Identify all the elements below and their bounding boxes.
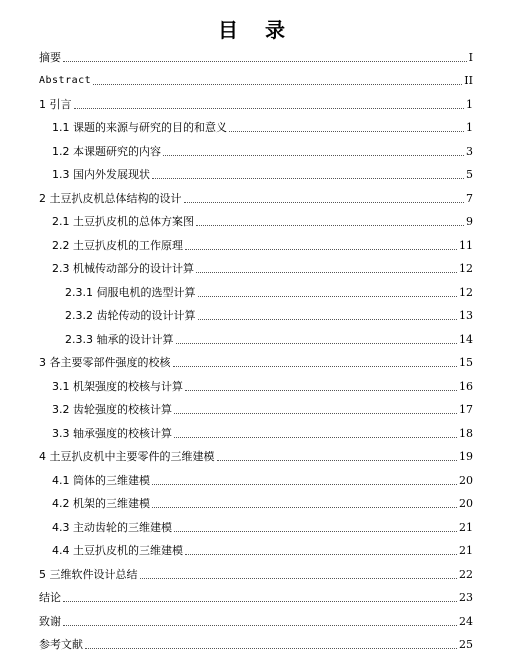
- toc-entry-label: 1 引言: [39, 98, 72, 111]
- toc-entry-page: 1: [466, 121, 473, 134]
- toc-leader-dots: [140, 578, 458, 579]
- toc-leader-dots: [176, 343, 458, 344]
- toc-entry-page: 7: [466, 192, 473, 205]
- toc-leader-dots: [174, 437, 457, 438]
- toc-entry-page: 9: [466, 215, 473, 228]
- toc-entry-section-3-3[interactable]: [52, 425, 473, 441]
- toc-entry-label: 4.2 机架的三维建模: [52, 497, 150, 510]
- toc-entry-subsection-2-3-3[interactable]: [65, 331, 473, 347]
- toc-entry-label: Abstract: [39, 75, 92, 86]
- toc-entry-page: I: [468, 51, 473, 64]
- toc-leader-dots: [198, 319, 458, 320]
- toc-entry-section-2-2[interactable]: [52, 237, 473, 253]
- toc-entry-label: 参考文献: [39, 638, 83, 651]
- toc-entry-label: 3.1 机架强度的校核与计算: [52, 380, 183, 393]
- toc-leader-dots: [174, 413, 457, 414]
- toc-entry-page: 16: [459, 380, 473, 393]
- toc-leader-dots: [93, 84, 462, 85]
- toc-entry-label: 1.1 课题的来源与研究的目的和意义: [52, 121, 227, 134]
- toc-entry-page: 17: [459, 403, 473, 416]
- toc-leader-dots: [185, 249, 457, 250]
- toc-entry-section-4-1[interactable]: [52, 472, 473, 488]
- toc-entry-page: 18: [459, 427, 473, 440]
- toc-entry-subsection-2-3-2[interactable]: [65, 307, 473, 323]
- toc-leader-dots: [185, 554, 457, 555]
- toc-entry-label: 2 土豆扒皮机总体结构的设计: [39, 192, 182, 205]
- toc-entry-page: 20: [459, 474, 473, 487]
- toc-entry-label: 4 土豆扒皮机中主要零件的三维建模: [39, 450, 215, 463]
- toc-entry-label: 5 三维软件设计总结: [39, 568, 138, 581]
- toc-entry-section-3-2[interactable]: [52, 401, 473, 417]
- toc-entry-section-4-2[interactable]: [52, 495, 473, 511]
- toc-entry-label: 致谢: [39, 615, 61, 628]
- toc-entry-label: 3 各主要零部件强度的校核: [39, 356, 171, 369]
- toc-entry-chapter-4[interactable]: [39, 448, 473, 464]
- toc-entry-page: 21: [459, 544, 473, 557]
- toc-entry-section-1-2[interactable]: [52, 143, 473, 159]
- toc-entry-label: 3.3 轴承强度的校核计算: [52, 427, 172, 440]
- toc-entry-conclusion[interactable]: [39, 589, 473, 605]
- toc-entry-section-4-4[interactable]: [52, 542, 473, 558]
- toc-entry-section-2-1[interactable]: [52, 213, 473, 229]
- toc-entry-label: 2.3.2 齿轮传动的设计计算: [65, 309, 196, 322]
- toc-entry-page: 12: [459, 286, 473, 299]
- toc-leader-dots: [63, 625, 457, 626]
- toc-entry-label: 1.3 国内外发展现状: [52, 168, 150, 181]
- toc-entry-label: 4.1 筒体的三维建模: [52, 474, 150, 487]
- toc-entry-acknowledgements[interactable]: [39, 613, 473, 629]
- toc-entry-label: 4.4 土豆扒皮机的三维建模: [52, 544, 183, 557]
- toc-entry-page: 19: [459, 450, 473, 463]
- toc-leader-dots: [152, 178, 464, 179]
- toc-entry-label: 4.3 主动齿轮的三维建模: [52, 521, 172, 534]
- toc-entry-subsection-2-3-1[interactable]: [65, 284, 473, 300]
- toc-entry-chapter-2[interactable]: [39, 190, 473, 206]
- toc-entry-label: 2.3.3 轴承的设计计算: [65, 333, 174, 346]
- toc-entry-page: 24: [459, 615, 473, 628]
- toc-leader-dots: [198, 296, 458, 297]
- toc-entry-page: 25: [459, 638, 473, 651]
- toc-leader-dots: [63, 601, 457, 602]
- toc-entry-page: 5: [466, 168, 473, 181]
- toc-leader-dots: [184, 202, 465, 203]
- toc-entry-chapter-5[interactable]: [39, 566, 473, 582]
- toc-leader-dots: [152, 484, 457, 485]
- toc-entry-references[interactable]: [39, 636, 473, 652]
- toc-leader-dots: [196, 225, 464, 226]
- toc-entry-label: 2.1 土豆扒皮机的总体方案图: [52, 215, 194, 228]
- toc-leader-dots: [85, 648, 457, 649]
- toc-entry-section-3-1[interactable]: [52, 378, 473, 394]
- toc-leader-dots: [63, 61, 467, 62]
- toc-leader-dots: [196, 272, 457, 273]
- toc-entry-chapter-3[interactable]: [39, 354, 473, 370]
- toc-entry-section-4-3[interactable]: [52, 519, 473, 535]
- toc-entry-page: 1: [466, 98, 473, 111]
- toc-entry-page: 12: [459, 262, 473, 275]
- toc-entry-page: 3: [466, 145, 473, 158]
- toc-entry-abstract-cn[interactable]: [39, 49, 473, 65]
- toc-entry-page: 13: [459, 309, 473, 322]
- toc-entry-label: 摘要: [39, 51, 61, 64]
- toc-entry-page: 20: [459, 497, 473, 510]
- toc-leader-dots: [74, 108, 465, 109]
- toc-leader-dots: [217, 460, 458, 461]
- toc-entry-section-2-3[interactable]: [52, 260, 473, 276]
- toc-entry-section-1-1[interactable]: [52, 119, 473, 135]
- toc-entry-page: 11: [459, 239, 473, 252]
- toc-leader-dots: [229, 131, 464, 132]
- toc-entry-label: 结论: [39, 591, 61, 604]
- toc-entry-page: 21: [459, 521, 473, 534]
- toc-entry-label: 2.2 土豆扒皮机的工作原理: [52, 239, 183, 252]
- toc-entry-section-1-3[interactable]: [52, 166, 473, 182]
- toc-entry-chapter-1[interactable]: [39, 96, 473, 112]
- toc-entry-page: II: [464, 74, 473, 87]
- toc-entry-abstract-en[interactable]: [39, 72, 473, 88]
- toc-leader-dots: [163, 155, 464, 156]
- toc-entry-page: 23: [459, 591, 473, 604]
- toc-leader-dots: [152, 507, 457, 508]
- toc-entry-label: 1.2 本课题研究的内容: [52, 145, 161, 158]
- toc-title: 目 录: [218, 18, 295, 42]
- toc-entry-page: 22: [459, 568, 473, 581]
- toc-leader-dots: [174, 531, 457, 532]
- toc-entry-page: 14: [459, 333, 473, 346]
- toc-entry-label: 3.2 齿轮强度的校核计算: [52, 403, 172, 416]
- toc-entry-page: 15: [459, 356, 473, 369]
- toc-leader-dots: [173, 366, 458, 367]
- toc-entry-label: 2.3.1 伺服电机的选型计算: [65, 286, 196, 299]
- toc-leader-dots: [185, 390, 457, 391]
- toc-entry-label: 2.3 机械传动部分的设计计算: [52, 262, 194, 275]
